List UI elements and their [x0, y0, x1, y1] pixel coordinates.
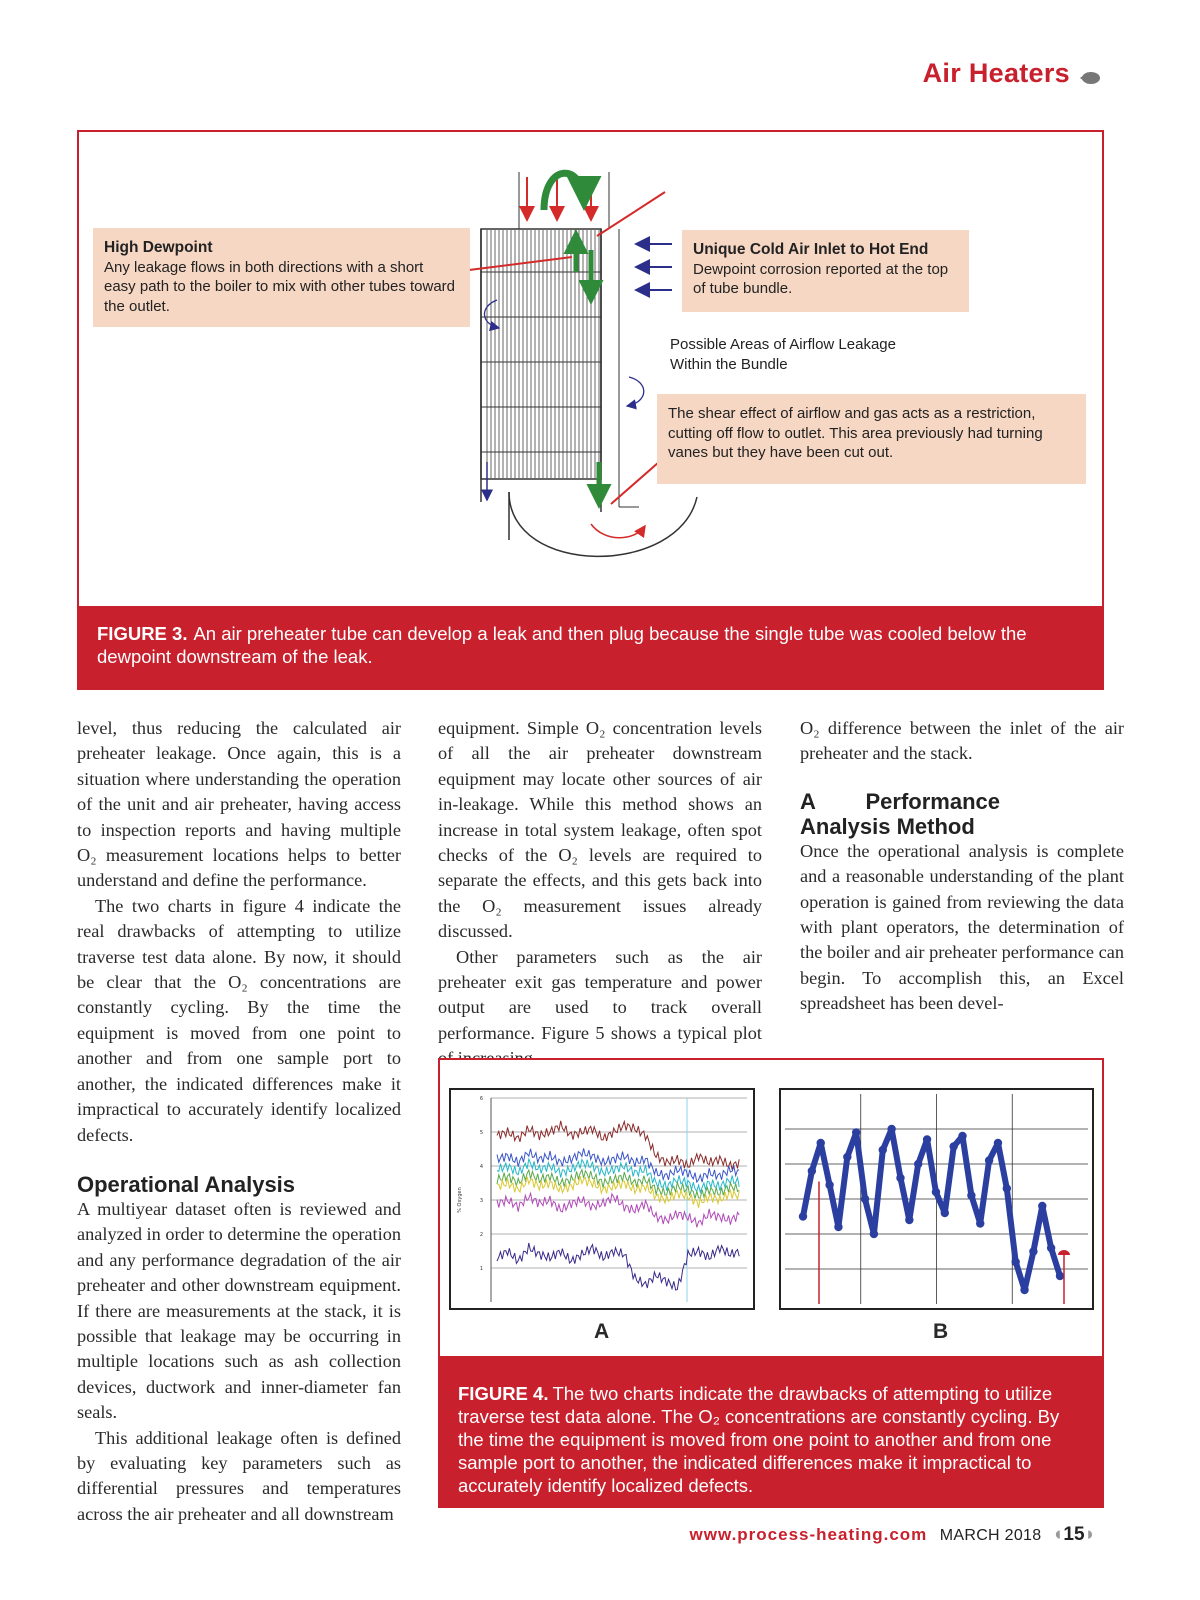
article-column-2 — [438, 716, 762, 1072]
col1-paragraph-3: A multiyear dataset often is reviewed and analyzed in order to determine the operation and any performance degradation of the air preheater and other downstream equipment. If there are measurements at the stack, it is possible that leakage may be occurring in multiple locations such as ash collection devices, ductwork and inner-diameter fan seals. — [77, 1198, 401, 1423]
data-point — [1003, 1184, 1011, 1192]
col3-paragraph-2: Once the operational analysis is complete and a reasonable understanding of the plant operation is gained from reviewing the data with plant operators, the determination of the boiler and air preheater performance can begin. To accomplish this, an Excel spreadsheet has been devel- — [800, 840, 1124, 1014]
series-line-b — [803, 1129, 1060, 1290]
figure-3-caption-label: FIGURE 3. — [97, 623, 188, 644]
figure-4-caption-text: The two charts indicate the drawbacks of attempting to utilize traverse test data alone. The O₂ concentrations are constantly cycling. By the time the equipment is moved from one point to another and from one sample port to another, the indicated differences make it impractical to accurately identify localized defects. — [458, 1383, 1060, 1496]
figure-4-caption-label: FIGURE 4. — [458, 1383, 549, 1404]
data-point — [870, 1230, 878, 1238]
callout-cold-air-title: Unique Cold Air Inlet to Hot End — [693, 241, 929, 258]
data-point — [808, 1167, 816, 1175]
y-tick-label: 3 — [479, 1198, 483, 1204]
page-number: 15 — [1063, 1524, 1085, 1545]
col2-paragraph-2: Other parameters such as the air preheater exit gas temperature and power output are used to track overall performance. Figure 5 shows a typical plot — [438, 946, 762, 1043]
data-point — [834, 1223, 842, 1231]
data-point — [1038, 1202, 1046, 1210]
data-point — [923, 1135, 931, 1143]
callout-high-dewpoint-text: Any leakage flows in both directions with a short easy path to the boiler to mix with other tubes toward the outlet. — [104, 258, 456, 315]
data-point — [1011, 1258, 1019, 1266]
page-number-wrap — [1052, 1524, 1096, 1545]
figure-3 — [77, 130, 1104, 690]
data-point — [914, 1160, 922, 1168]
col1-paragraph-4: This additional leakage often is defined by evaluating key parameters such as differential pressures and temperatures across the air preheater and all downstream — [77, 1427, 401, 1524]
footer-date: MARCH 2018 — [939, 1527, 1042, 1544]
data-point — [879, 1146, 887, 1154]
col2-paragraph-1: equipment. Simple O₂ concentration levels of all the air preheater downstream equipment may locate other sources of air in-leakage. While this method shows an increase in total system leakage, often spot checks of the O₂ levels are required to separate the effects, and this gets back into the O₂ measurement issues already discussed. — [438, 718, 762, 942]
data-point — [825, 1181, 833, 1189]
data-point — [967, 1191, 975, 1199]
data-point — [976, 1219, 984, 1227]
data-point — [817, 1139, 825, 1147]
section-marker-icon — [1080, 69, 1100, 87]
data-point — [843, 1153, 851, 1161]
y-axis-label: % Oxygen — [457, 1187, 463, 1213]
figure-4-caption — [440, 1356, 1102, 1506]
data-point — [949, 1142, 957, 1150]
article-column-1 — [77, 716, 401, 1527]
callout-high-dewpoint-title: High Dewpoint — [104, 239, 213, 256]
y-tick-label: 1 — [479, 1266, 483, 1272]
y-tick-label: 6 — [479, 1096, 483, 1102]
data-point — [799, 1212, 807, 1220]
heading-performance-analysis: A Performance Analysis Method — [800, 788, 1000, 839]
data-point — [905, 1216, 913, 1224]
callout-high-dewpoint — [93, 228, 470, 327]
page-footer — [690, 1524, 1096, 1546]
data-point — [1056, 1272, 1064, 1280]
chart-b — [779, 1088, 1094, 1310]
col1-paragraph-1: level, thus reducing the calculated air preheater leakage. Once again, this is a situation where understanding the operation of the unit and air preheater, having access to inspection reports and having multiple O₂ measurement locations helps to better understand and define the performance. — [77, 718, 401, 891]
data-point — [852, 1128, 860, 1136]
air-preheater-diagram — [79, 132, 1102, 610]
figure-3-caption — [79, 606, 1102, 688]
figure-4 — [438, 1058, 1104, 1508]
y-tick-label: 2 — [479, 1232, 483, 1238]
data-point — [958, 1132, 966, 1140]
red-marker-cap — [1058, 1250, 1070, 1255]
data-point — [887, 1125, 895, 1133]
data-point — [1029, 1247, 1037, 1255]
series-line-purple — [497, 1243, 739, 1290]
callout-cold-air-text: Dewpoint corrosion reported at the top of tube bundle. — [693, 260, 949, 297]
heading-operational-analysis: Operational Analysis — [77, 1171, 296, 1197]
data-point — [896, 1174, 904, 1182]
outlet-hopper — [509, 492, 697, 556]
figure-3-caption-text: An air preheater tube can develop a leak and then plug because the single tube was cooled below the dewpoint downstream of the leak. — [97, 623, 1027, 667]
section-header — [900, 58, 1100, 98]
page-marker-right-icon: ◗ — [1084, 1524, 1096, 1545]
data-point — [932, 1188, 940, 1196]
data-point — [941, 1209, 949, 1217]
col1-paragraph-2: The two charts in figure 4 indicate the real drawbacks of attempting to utilize traverse test data alone. By now, it should be clear that the O₂ concentrations are constantly cycling. By the time the equipment is moved from one point to another and from one sample port to another, the indicated differences make it impractical to accurately identify localized defects. — [77, 895, 401, 1145]
label-possible-areas: Possible Areas of Airflow Leakage Within the Bundle — [670, 336, 896, 373]
series-line-cyan — [497, 1159, 739, 1192]
data-point — [1020, 1286, 1028, 1294]
chart-a — [449, 1088, 755, 1310]
data-point — [985, 1156, 993, 1164]
panel-label-a: A — [594, 1320, 610, 1343]
series-line-magenta — [497, 1193, 739, 1227]
panel-label-b: B — [933, 1320, 949, 1343]
article-column-3 — [800, 716, 1124, 1017]
data-point — [994, 1139, 1002, 1147]
col3-paragraph-1: O₂ difference between the inlet of the air preheater and the stack. — [800, 718, 1124, 764]
section-title: Air Heaters — [922, 58, 1070, 88]
data-point — [861, 1195, 869, 1203]
leak-flow-arch — [544, 173, 584, 210]
footer-url[interactable]: www.process-heating.com — [689, 1525, 928, 1544]
y-tick-label: 4 — [479, 1164, 483, 1170]
data-point — [1047, 1244, 1055, 1252]
callout-cold-air-inlet — [682, 230, 969, 312]
callout-shear-effect: The shear effect of airflow and gas acts as a restriction, cutting off flow to outlet. This area previously had turning vanes but they have been cut out. — [657, 394, 1086, 484]
page-marker-left-icon: ◖ — [1051, 1524, 1064, 1545]
y-tick-label: 5 — [479, 1130, 483, 1136]
